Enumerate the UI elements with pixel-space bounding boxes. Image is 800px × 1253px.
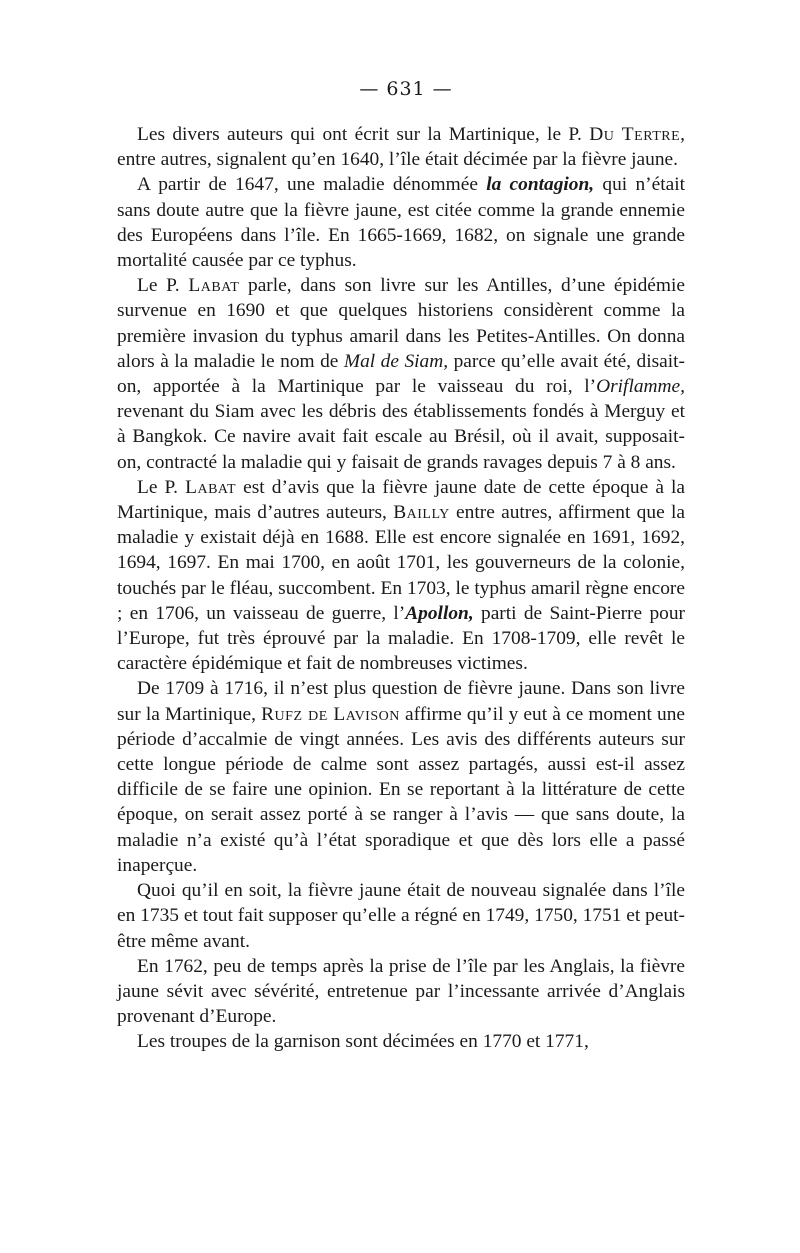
text-run: Les divers auteurs qui ont écrit sur la Martinique, le P. [137,124,590,145]
body-text [117,122,685,1055]
text-run: , entre autres, signalent qu’en 1640, l’île était décimée par la fièvre jaune. [117,124,685,171]
paragraph [117,1029,685,1054]
author-name: Labat [185,476,237,498]
page-number: — 631 — [359,78,453,100]
text-run: De 1709 à 1716, il n’est plus question de fièvre jaune. Dans son livre sur la Martinique, [117,678,685,725]
emphasized-term: la contagion, [486,174,595,196]
text-run: Les troupes de la garnison sont décimées en 1770 et 1771, [137,1031,589,1053]
text-run: parti de Saint-Pierre pour l’Europe, fut très éprouvé par la maladie. En 1708-1709, elle revêt le caractère épidémique et fait de nombreuses victimes. [117,602,685,675]
author-name: Bailly [393,502,450,524]
text-run: revenant du Siam avec les débris des établissements fondés à Merguy et à Bangkok. Ce navire avait fait escale au Brésil, où il avait, supposait-on, contracté la maladie qui y faisait de grands ravages depuis 7 à 8 ans. [117,401,685,473]
italic-term: Oriflamme, [596,376,685,398]
text-run: Le P. [137,275,189,297]
text-run: qui n’était sans doute autre que la fièvre jaune, est citée comme la grande ennemie des Européens dans l’île. En 1665-1669, 1682, on signale une grande mortalité causée par ce typhus. [117,174,685,272]
emphasized-term: Apollon, [405,602,474,624]
author-name: Rufz de Lavison [261,703,400,725]
text-run: entre autres, affirment que la maladie y existait déjà en 1688. Elle est encore signalée en 1691, 1692, 1694, 1697. En mai 1700, en août 1701, les gouverneurs de la colonie, touchés par le fléau, succombent. En 1703, le typhus amaril règne encore ; en 1706, un vaisseau de guerre, l’ [117,502,685,624]
paragraph [117,273,685,475]
paragraph [117,676,685,878]
text-run: est d’avis que la fièvre jaune date de cette époque à la Martinique, mais d’autres auteurs, [117,476,686,524]
paragraph [117,172,685,273]
author-name: Labat [188,275,240,297]
text-run: parce qu’elle avait été, disait-on, apportée à la Martinique par le vaisseau du roi, l’ [117,350,685,398]
book-page [117,78,685,1055]
author-name: Du Tertre [589,124,681,145]
text-run: A partir de 1647, une maladie dénommée [137,174,487,196]
text-run: Le P. [137,476,186,498]
text-run: En 1762, peu de temps après la prise de l’île par les Anglais, la fièvre jaune sévit avec sévérité, entretenue par l’incessante arrivée d’Anglais provenant d’Europe. [117,955,685,1028]
text-run: affirme qu’il y eut à ce moment une période d’accalmie de vingt années. Les avis des différents auteurs sur cette longue période de calme sont assez partagés, aussi est-il assez difficile de se faire une opinion. En se reportant à la littérature de cette époque, on serait assez porté à se ranger à l’avis — que sans doute, la maladie n’a existé qu’à l’état sporadique et que dès lors elle a passé inaperçue. [117,703,686,876]
paragraph [117,954,685,1030]
paragraph [117,475,685,677]
text-run: parle, dans son livre sur les Antilles, d’une épidémie survenue en 1690 et que quelques historiens considèrent comme la première invasion du typhus amaril dans les Petites-Antilles. On donna alors à la maladie le nom de [117,275,685,372]
paragraph [117,122,685,172]
italic-term: Mal de Siam, [343,350,449,372]
text-run: Quoi qu’il en soit, la fièvre jaune était de nouveau signalée dans l’île en 1735 et tout fait supposer qu’elle a régné en 1749, 1750, 1751 et peut-être même avant. [117,880,685,952]
paragraph [117,878,685,954]
